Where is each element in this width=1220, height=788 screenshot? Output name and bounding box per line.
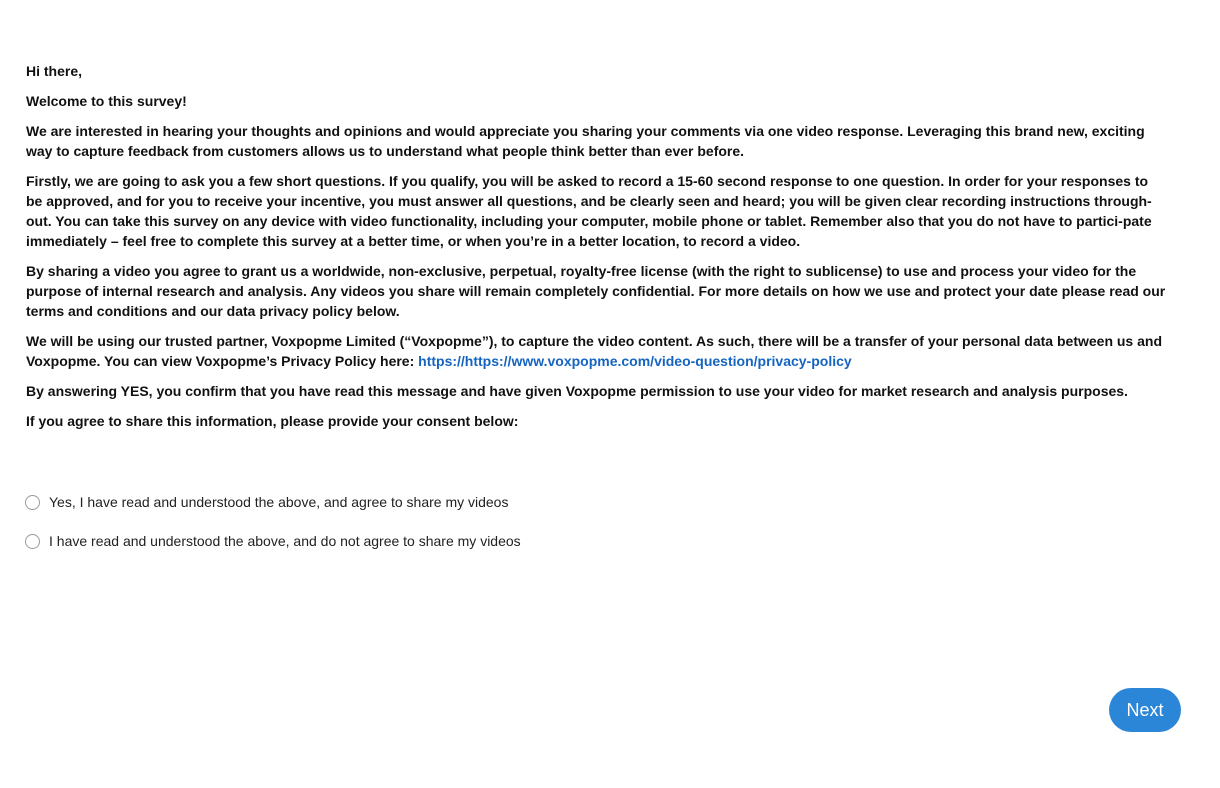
option-label-yes[interactable]: Yes, I have read and understood the above, and agree to share my videos [49,494,509,510]
instructions-paragraph: Firstly, we are going to ask you a few short questions. If you qualify, you will be asked to record a 15-60 second response to one question. In order for your responses to be approved, and for you to receive your incentive, you must answer all questions, and be clearly seen and heard; you will be given clear recording instructions through-out. You can take this survey on any device with video functionality, including your computer, mobile phone or tablet. Remember also that you do not have to partici-pate immediately – feel free to complete this survey at a better time, or when you’re in a better location, to record a video. [26,173,1152,249]
partner-paragraph [26,331,1166,371]
greeting: Hi there, [26,63,83,79]
consent-option-no[interactable] [25,530,925,552]
partner-text: We will be using our trusted partner, Voxpopme Limited (“Voxpopme”), to capture the video content. As such, there will be a transfer of your personal data between us and Voxpopme. You can view Voxpopme’s Privacy Policy here: [26,333,1162,369]
license-paragraph: By sharing a video you agree to grant us a worldwide, non-exclusive, perpetual, royalty-free license (with the right to sublicense) to use and process your video for the purpose of internal research and analysis. Any videos you share will remain completely confidential. For more details on how we use and protect your date please read our terms and conditions and our data privacy policy below. [26,263,1166,319]
consent-text [26,61,1166,441]
consent-option-yes[interactable] [25,491,925,513]
consent-prompt: If you agree to share this information, please provide your consent below: [26,413,519,429]
radio-button-no[interactable] [25,534,40,549]
confirmation-paragraph: By answering YES, you confirm that you have read this message and have given Voxpopme permission to use your video for market research and analysis purposes. [26,383,1128,399]
welcome-heading: Welcome to this survey! [26,93,187,109]
consent-options [25,491,925,569]
option-label-no[interactable]: I have read and understood the above, and do not agree to share my videos [49,533,521,549]
radio-button-yes[interactable] [25,495,40,510]
next-button[interactable]: Next [1109,688,1181,732]
privacy-policy-link[interactable]: https://https://www.voxpopme.com/video-question/privacy-policy [418,353,852,369]
intro-paragraph: We are interested in hearing your thoughts and opinions and would appreciate you sharing your comments via one video response. Leveraging this brand new, exciting way to capture feedback from customers allows us to understand what people think better than ever before. [26,123,1145,159]
